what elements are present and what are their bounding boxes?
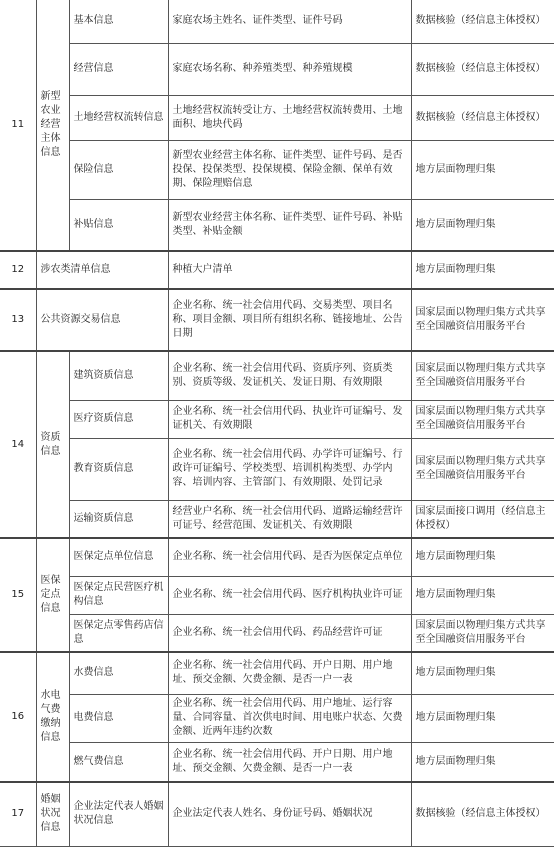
method-cell: 地方层面物理归集 (411, 576, 554, 614)
item-cell: 经营信息 (69, 43, 168, 95)
table-row (0, 351, 554, 400)
table-row (0, 0, 554, 43)
table-row (0, 199, 554, 251)
fields-cell: 家庭农场名称、种养殖类型、种养殖规模 (168, 43, 411, 95)
fields-cell: 企业名称、统一社会信用代码、执业许可证编号、发证机关、有效期限 (168, 400, 411, 438)
row-number: 16 (0, 652, 36, 782)
row-number: 15 (0, 538, 36, 652)
category-cell: 公共资源交易信息 (36, 289, 168, 351)
item-cell: 医保定点零售药店信息 (69, 614, 168, 652)
table-row (0, 289, 554, 351)
item-cell: 电费信息 (69, 694, 168, 742)
item-cell: 补贴信息 (69, 199, 168, 251)
category-cell: 资质信息 (36, 351, 69, 538)
row-number: 17 (0, 782, 36, 846)
item-cell: 运输资质信息 (69, 500, 168, 538)
item-cell: 医保定点民营医疗机构信息 (69, 576, 168, 614)
item-cell: 教育资质信息 (69, 438, 168, 500)
table-row (0, 614, 554, 652)
method-cell: 地方层面物理归集 (411, 694, 554, 742)
item-cell: 建筑资质信息 (69, 351, 168, 400)
category-cell: 涉农类清单信息 (36, 251, 168, 289)
table-row (0, 43, 554, 95)
fields-cell: 企业名称、统一社会信用代码、开户日期、用户地址、预交金额、欠费金额、是否一户一表 (168, 652, 411, 694)
item-cell: 基本信息 (69, 0, 168, 43)
row-number: 12 (0, 251, 36, 289)
table-row (0, 782, 554, 846)
fields-cell: 企业名称、统一社会信用代码、办学许可证编号、行政许可证编号、学校类型、培训机构类型、办学内容、培训内容、主管部门、有效期限、处罚记录 (168, 438, 411, 500)
method-cell: 数据核验（经信息主体授权） (411, 95, 554, 140)
item-cell: 燃气费信息 (69, 742, 168, 782)
table-row (0, 694, 554, 742)
method-cell: 地方层面物理归集 (411, 251, 554, 289)
method-cell: 数据核验（经信息主体授权） (411, 43, 554, 95)
fields-cell: 土地经营权流转受让方、土地经营权流转费用、土地面积、地块代码 (168, 95, 411, 140)
row-number: 11 (0, 0, 36, 251)
method-cell: 国家层面接口调用（经信息主体授权） (411, 500, 554, 538)
item-cell: 企业法定代表人婚姻状况信息 (69, 782, 168, 846)
fields-cell: 企业名称、统一社会信用代码、交易类型、项目名称、项目金额、项目所有组织名称、链接地址、公告日期 (168, 289, 411, 351)
item-cell: 水费信息 (69, 652, 168, 694)
row-number: 13 (0, 289, 36, 351)
category-cell: 水电气费缴纳信息 (36, 652, 69, 782)
fields-cell: 新型农业经营主体名称、证件类型、证件号码、是否投保、投保类型、投保规模、保险金额、保单有效期、保险理赔信息 (168, 140, 411, 199)
method-cell: 国家层面以物理归集方式共享至全国融资信用服务平台 (411, 614, 554, 652)
table-row (0, 140, 554, 199)
table-row (0, 251, 554, 289)
table-row (0, 538, 554, 576)
item-cell: 土地经营权流转信息 (69, 95, 168, 140)
item-cell: 医疗资质信息 (69, 400, 168, 438)
fields-cell: 企业名称、统一社会信用代码、资质序列、资质类别、资质等级、发证机关、发证日期、有效期限 (168, 351, 411, 400)
table-row (0, 400, 554, 438)
fields-cell: 种植大户清单 (168, 251, 411, 289)
method-cell: 国家层面以物理归集方式共享至全国融资信用服务平台 (411, 289, 554, 351)
fields-cell: 企业名称、统一社会信用代码、医疗机构执业许可证 (168, 576, 411, 614)
method-cell: 数据核验（经信息主体授权） (411, 0, 554, 43)
table-row (0, 652, 554, 694)
table-row (0, 95, 554, 140)
method-cell: 地方层面物理归集 (411, 140, 554, 199)
category-cell: 医保定点信息 (36, 538, 69, 652)
method-cell: 地方层面物理归集 (411, 652, 554, 694)
fields-cell: 企业名称、统一社会信用代码、药品经营许可证 (168, 614, 411, 652)
fields-cell: 企业法定代表人姓名、身份证号码、婚姻状况 (168, 782, 411, 846)
category-cell: 新型农业经营主体信息 (36, 0, 69, 251)
fields-cell: 企业名称、统一社会信用代码、用户地址、运行容量、合同容量、首次供电时间、用电账户状态、欠费金额、近两年违约次数 (168, 694, 411, 742)
method-cell: 数据核验（经信息主体授权） (411, 782, 554, 846)
method-cell: 地方层面物理归集 (411, 199, 554, 251)
table-row (0, 438, 554, 500)
row-number: 14 (0, 351, 36, 538)
fields-cell: 经营业户名称、统一社会信用代码、道路运输经营许可证号、经营范围、发证机关、有效期限 (168, 500, 411, 538)
fields-cell: 企业名称、统一社会信用代码、是否为医保定点单位 (168, 538, 411, 576)
table-row (0, 500, 554, 538)
fields-cell: 家庭农场主姓名、证件类型、证件号码 (168, 0, 411, 43)
fields-cell: 企业名称、统一社会信用代码、开户日期、用户地址、预交金额、欠费金额、是否一户一表 (168, 742, 411, 782)
method-cell: 国家层面以物理归集方式共享至全国融资信用服务平台 (411, 400, 554, 438)
fields-cell: 新型农业经营主体名称、证件类型、证件号码、补贴类型、补贴金额 (168, 199, 411, 251)
table-row (0, 576, 554, 614)
table-row (0, 742, 554, 782)
category-cell: 婚姻状况信息 (36, 782, 69, 846)
method-cell: 国家层面以物理归集方式共享至全国融资信用服务平台 (411, 351, 554, 400)
method-cell: 国家层面以物理归集方式共享至全国融资信用服务平台 (411, 438, 554, 500)
item-cell: 医保定点单位信息 (69, 538, 168, 576)
method-cell: 地方层面物理归集 (411, 742, 554, 782)
method-cell: 地方层面物理归集 (411, 538, 554, 576)
item-cell: 保险信息 (69, 140, 168, 199)
